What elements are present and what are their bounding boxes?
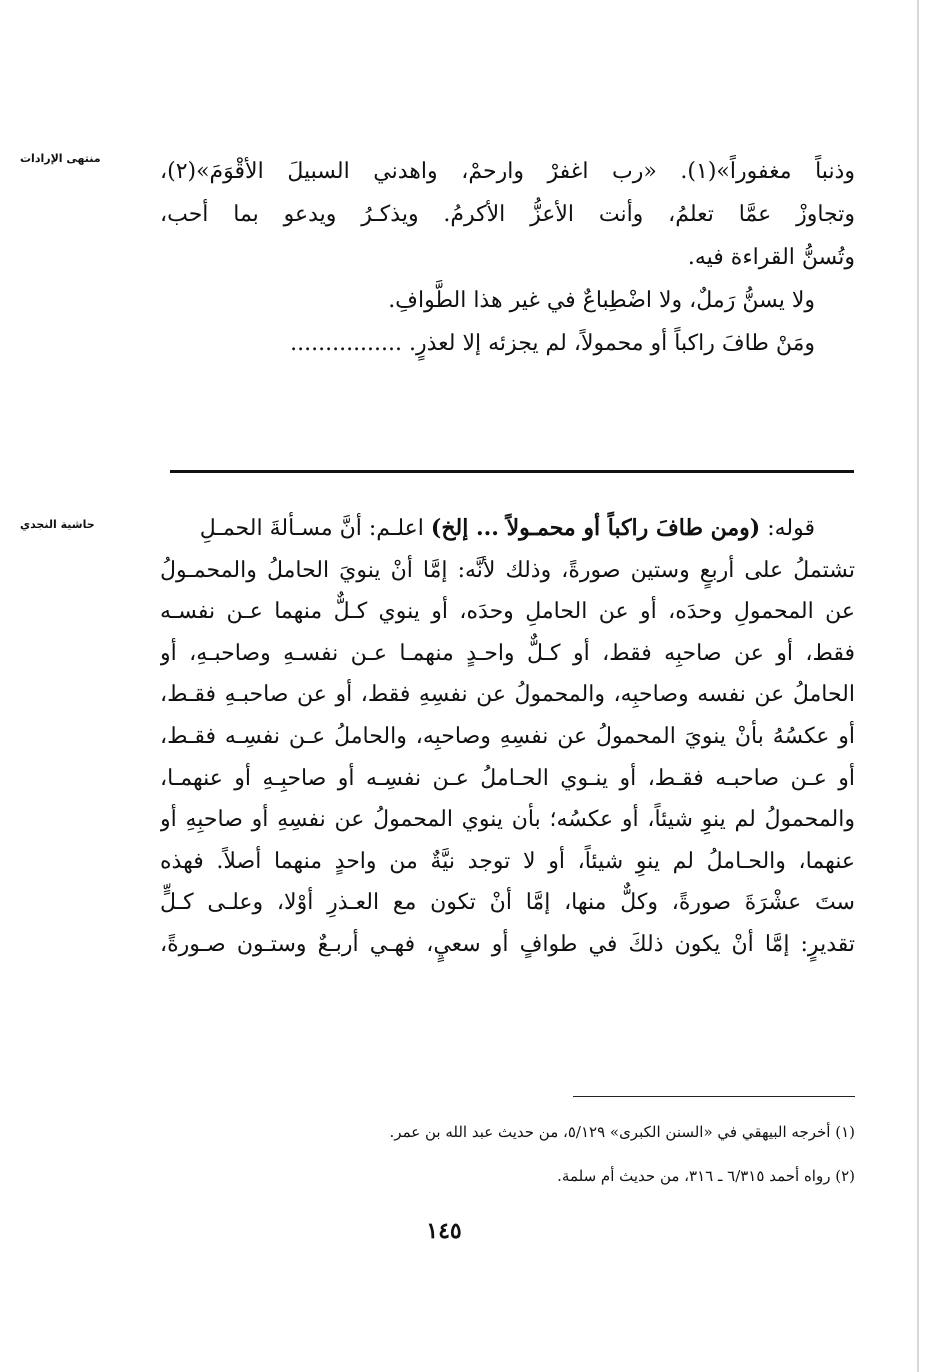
- commentary-line-1: [160, 508, 855, 550]
- main-text-line-4: ولا يسنُّ رَملٌ، ولا اضْطِباعٌ في غير هذا الطَّوافِ.: [388, 288, 815, 313]
- side-label-commentary-title: حاشية النجدي: [20, 518, 95, 531]
- commentary-line-10: ستَ عشْرَةَ صورةً، وكلٌّ منها، إمَّا أنْ تكون مع العـذرِ أوْلا، وعلـى كـلٍّ: [160, 890, 855, 916]
- commentary-quoted-phrase: (ومن طافَ راكباً أو محمـولاً ... إلخ): [430, 515, 761, 541]
- footnotes: [180, 1110, 855, 1198]
- side-label-book-title: منتهى الإرادات: [20, 152, 101, 165]
- footnote-2: (٢) رواه أحمد ٦/٣١٥ ـ ٣١٦، من حديث أم سلمة.: [557, 1167, 855, 1185]
- commentary-text-block: [160, 508, 855, 1088]
- commentary-line-6: أو عكسُهُ بأنْ ينويَ المحمولُ عن نفسِهِ وصاحبِه، والحاملُ عـن نفسِـه فقـط،: [160, 723, 855, 749]
- commentary-line-4: فقط، أو عن صاحبِه فقط، أو كـلٌّ واحـدٍ منهمـا عـن نفسـهِ وصاحبـهِ، أو: [160, 640, 855, 666]
- main-text-line-3: وتُسنُّ القراءة فيه.: [687, 245, 855, 270]
- commentary-line-1-rest: اعلـم: أنَّ مسـألةَ الحمـلِ: [199, 516, 431, 541]
- commentary-line-5: الحاملُ عن نفسه وصاحبِه، والمحمولُ عن نفسِهِ فقط، أو عن صاحبـهِ فقـط،: [160, 682, 855, 708]
- main-text-block: [160, 150, 855, 365]
- page-number: ١٤٥: [426, 1218, 462, 1244]
- commentary-prefix: قوله:: [760, 516, 815, 541]
- page-edge-line: [917, 0, 919, 1372]
- commentary-line-8: والمحمولُ لم ينوِ شيئاً، أو عكسُه؛ بأن ينوي المحمولُ عن نفسِهِ أو صاحبِهِ أو: [160, 807, 855, 833]
- footnote-1: (١) أخرجه البيهقي في «السنن الكبرى» ٥/١٢٩، من حديث عبد الله بن عمر.: [389, 1123, 855, 1141]
- main-text-line-5: ومَنْ طافَ راكباً أو محمولاً، لم يجزئه إلا لعذرٍ. ................: [290, 331, 815, 356]
- section-divider: [170, 470, 854, 473]
- main-text-line-1: وذنباً مغفوراً»(١). «رب اغفرْ وارحمْ، واهدني السبيلَ الأقْوَمَ»(٢)،: [160, 159, 855, 184]
- commentary-line-3: عن المحمولِ وحدَه، أو عن الحاملِ وحدَه، أو ينوي كـلٌّ منهما عـن نفسـه: [160, 599, 855, 625]
- commentary-line-11: تقديرٍ: إمَّا أنْ يكون ذلكَ في طوافٍ أو سعيٍ، فهـي أربـعٌ وستـون صـورةً،: [160, 931, 855, 957]
- footnote-divider: [573, 1096, 855, 1097]
- commentary-line-7: أو عـن صاحبـه فقـط، أو ينـوي الحـاملُ عـن نفسِـه أو صاحبِـهِ أو عنهمـا،: [160, 765, 855, 791]
- commentary-line-9: عنهما، والحـاملُ لم ينوِ شيئاً، أو لا توجد نيَّةٌ من واحدٍ منهما أصلاً. فهذه: [160, 848, 855, 874]
- main-text-line-2: وتجاوزْ عمَّا تعلمُ، وأنت الأعزُّ الأكرمُ. ويذكـرُ ويدعو بما أحب،: [160, 202, 855, 227]
- commentary-line-2: تشتملُ على أربعٍ وستين صورةً، وذلك لأنَّه: إمَّا أنْ ينويَ الحاملُ والمحمـولُ: [160, 557, 855, 583]
